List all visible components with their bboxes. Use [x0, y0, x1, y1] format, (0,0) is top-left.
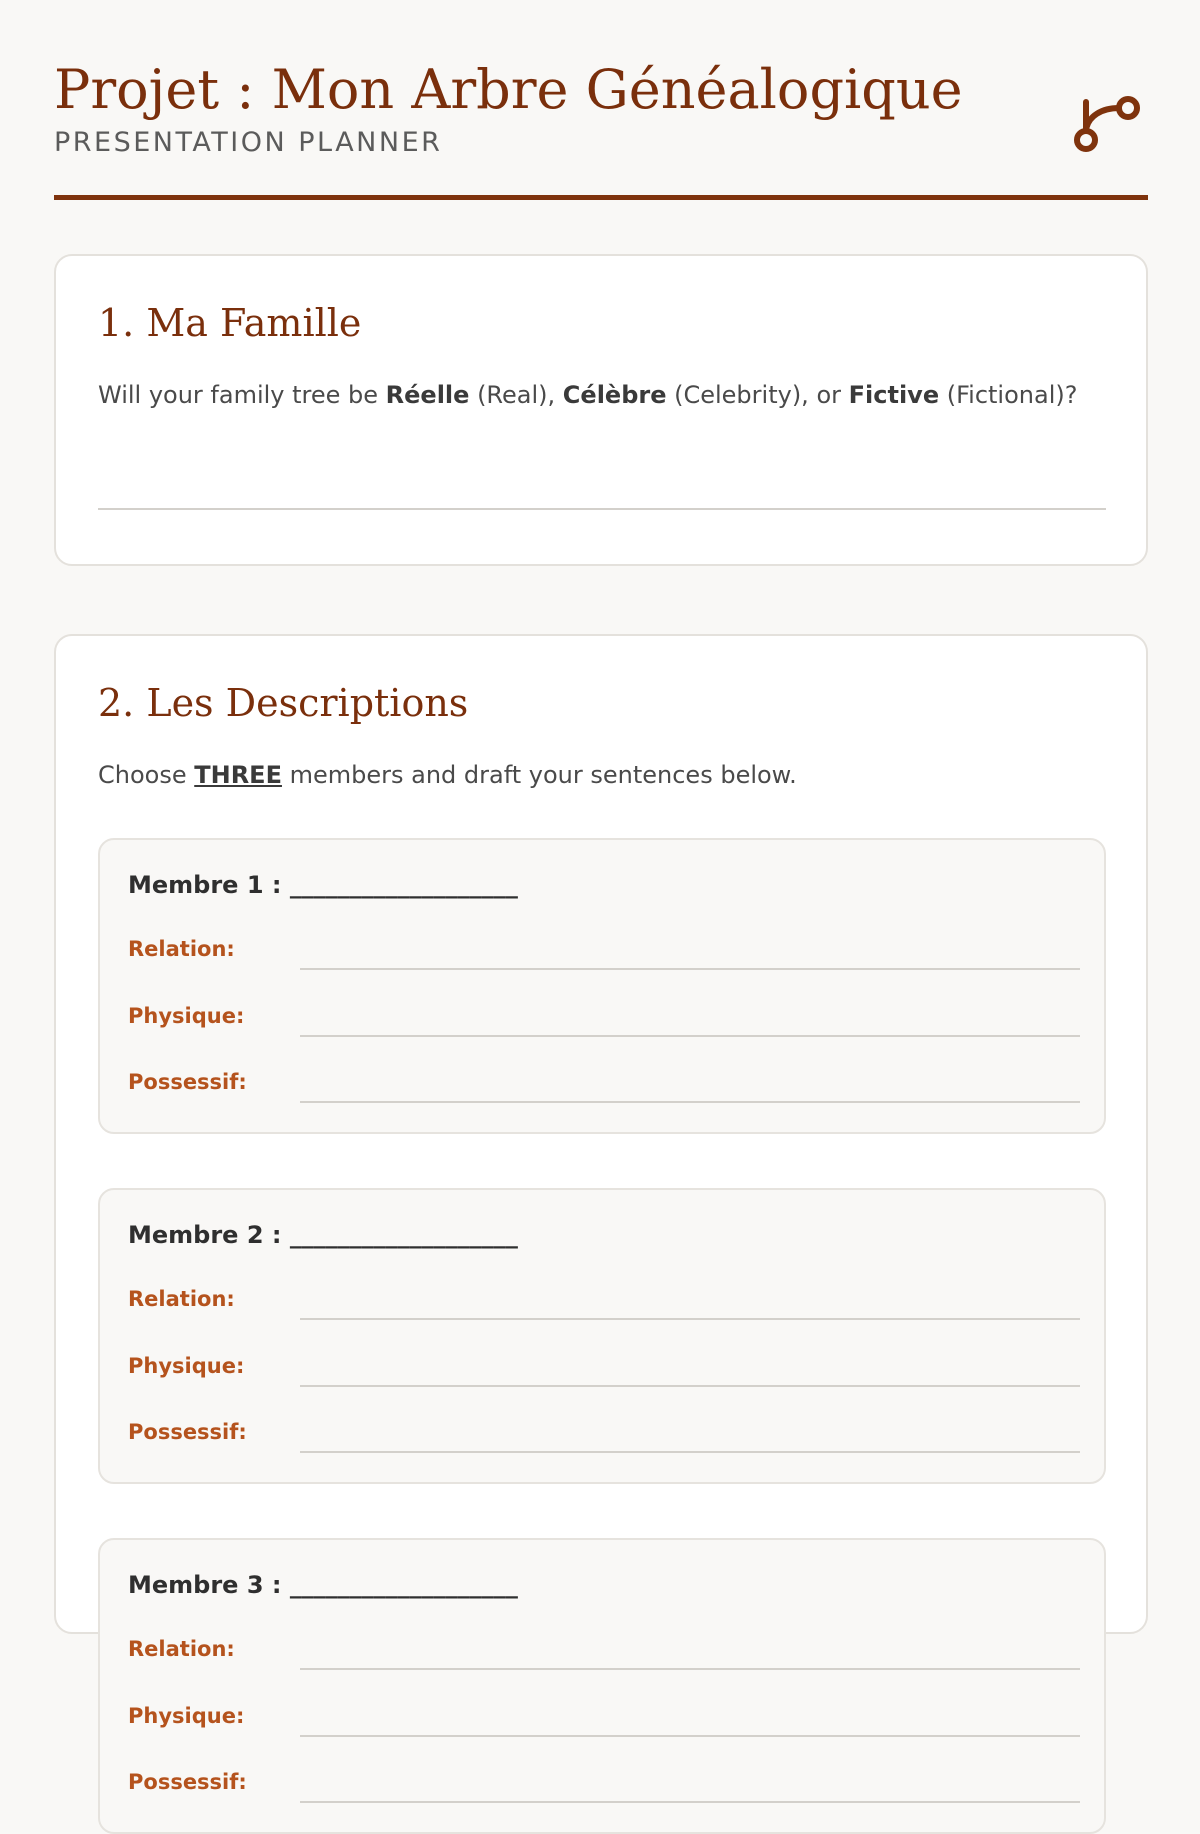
option-celebre: Célèbre	[562, 381, 667, 409]
prompt-text: Will your family tree be	[98, 381, 386, 409]
section-heading-descriptions: 2. Les Descriptions	[98, 681, 469, 725]
physique-field[interactable]	[300, 1735, 1080, 1737]
possessif-field[interactable]	[300, 1451, 1080, 1453]
physique-field[interactable]	[300, 1385, 1080, 1387]
physique-row	[128, 999, 1080, 1039]
page-title: Projet : Mon Arbre Généalogique	[54, 58, 963, 121]
physique-row	[128, 1349, 1080, 1389]
possessif-label: Possessif:	[128, 1770, 247, 1794]
descriptions-prompt	[98, 758, 797, 792]
relation-label: Relation:	[128, 937, 235, 961]
physique-field[interactable]	[300, 1035, 1080, 1037]
possessif-field[interactable]	[300, 1101, 1080, 1103]
member-box-3	[98, 1538, 1106, 1834]
member-title: Membre 2 : ___________________	[128, 1221, 518, 1249]
prompt-text: (Celebrity), or	[666, 381, 849, 409]
relation-row	[128, 932, 1080, 972]
relation-field[interactable]	[300, 1318, 1080, 1320]
page-subtitle: PRESENTATION PLANNER	[54, 127, 443, 158]
prompt-text: (Real),	[469, 381, 563, 409]
relation-field[interactable]	[300, 1668, 1080, 1670]
branch-icon	[1072, 90, 1144, 162]
option-fictive: Fictive	[848, 381, 940, 409]
descriptions-card	[54, 634, 1148, 1794]
possessif-label: Possessif:	[128, 1070, 247, 1094]
prompt-text: members and draft your sentences below.	[281, 761, 797, 789]
member-box-1	[98, 838, 1106, 1134]
member-box-2	[98, 1188, 1106, 1484]
member-title: Membre 3 : ___________________	[128, 1571, 518, 1599]
section-heading-famille: 1. Ma Famille	[98, 301, 362, 345]
relation-label: Relation:	[128, 1637, 235, 1661]
possessif-row	[128, 1415, 1080, 1455]
prompt-emphasis: THREE	[194, 761, 282, 789]
family-type-card	[54, 254, 1148, 566]
family-type-prompt	[98, 378, 1077, 412]
physique-row	[128, 1699, 1080, 1739]
family-type-answer-field[interactable]	[98, 508, 1106, 510]
option-reelle: Réelle	[385, 381, 470, 409]
relation-field[interactable]	[300, 968, 1080, 970]
physique-label: Physique:	[128, 1004, 245, 1028]
possessif-label: Possessif:	[128, 1420, 247, 1444]
possessif-row	[128, 1065, 1080, 1105]
page-header	[54, 52, 1148, 200]
relation-row	[128, 1282, 1080, 1322]
member-title: Membre 1 : ___________________	[128, 871, 518, 899]
possessif-field[interactable]	[300, 1801, 1080, 1803]
physique-label: Physique:	[128, 1354, 245, 1378]
relation-label: Relation:	[128, 1287, 235, 1311]
relation-row	[128, 1632, 1080, 1672]
prompt-text: (Fictional)?	[939, 381, 1078, 409]
physique-label: Physique:	[128, 1704, 245, 1728]
planner-page	[54, 0, 1148, 1794]
prompt-text: Choose	[98, 761, 195, 789]
possessif-row	[128, 1765, 1080, 1805]
